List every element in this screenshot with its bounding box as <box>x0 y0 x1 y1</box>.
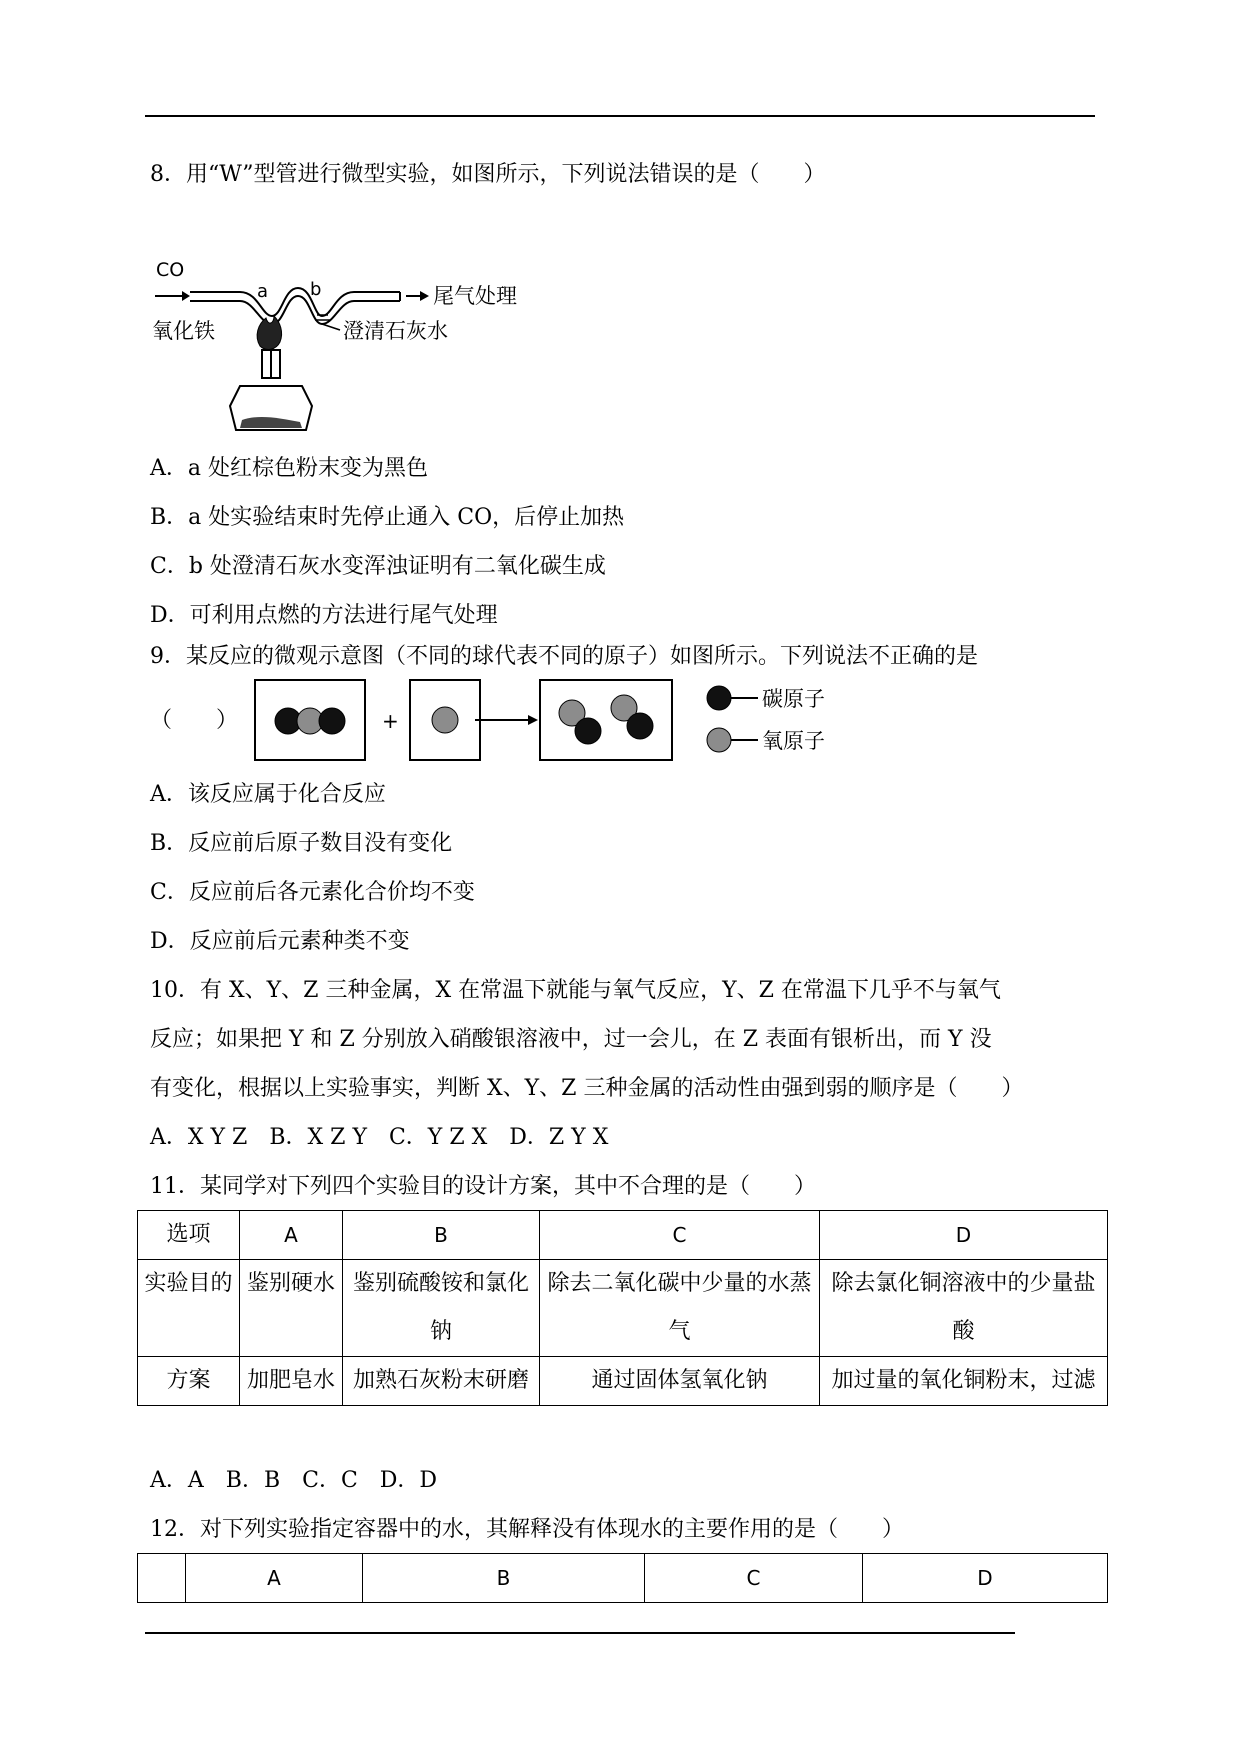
table-cell: B <box>363 1554 645 1603</box>
point-a-label: a <box>257 281 269 302</box>
table-cell: A <box>240 1211 343 1260</box>
q12-stem: 12．对下列实验指定容器中的水，其解释没有体现水的主要作用的是（ ） <box>150 1517 904 1542</box>
q10-options: A．X Y Z B．X Z Y C．Y Z X D．Z Y X <box>150 1125 609 1150</box>
q8-option-c: C．b 处澄清石灰水变浑浊证明有二氧化碳生成 <box>150 554 606 579</box>
point-b-label: b <box>310 279 322 300</box>
table-cell: C <box>645 1554 863 1603</box>
q8-option-b: B．a 处实验结束时先停止通入 CO，后停止加热 <box>150 505 625 530</box>
q10-stem-line-3: 有变化，根据以上实验事实，判断 X、Y、Z 三种金属的活动性由强到弱的顺序是（ ） <box>150 1076 1024 1101</box>
table-cell: 除去氯化铜溶液中的少量盐酸 <box>820 1260 1108 1357</box>
w-tube-apparatus-figure <box>150 258 540 433</box>
iron-oxide-label: 氧化铁 <box>152 319 215 343</box>
table-cell: 除去二氧化碳中少量的水蒸气 <box>540 1260 820 1357</box>
legend-carbon-label: 碳原子 <box>762 687 825 711</box>
co-label: CO <box>156 259 185 281</box>
q8-stem: 8．用“W”型管进行微型实验，如图所示，下列说法错误的是（ ） <box>150 162 826 187</box>
table-cell: A <box>186 1554 363 1603</box>
table-cell: 通过固体氢氧化钠 <box>540 1357 820 1406</box>
oxygen-atom <box>432 707 458 733</box>
q9-option-c: C．反应前后各元素化合价均不变 <box>150 880 475 905</box>
table-cell: 加熟石灰粉末研磨 <box>343 1357 540 1406</box>
carbon-atom <box>319 708 345 734</box>
table-cell: D <box>820 1211 1108 1260</box>
q11-table <box>137 1210 1108 1406</box>
q9-option-a: A．该反应属于化合反应 <box>150 782 386 807</box>
table-cell: 鉴别硬水 <box>240 1260 343 1357</box>
table-cell: D <box>863 1554 1108 1603</box>
reaction-micro-diagram <box>250 678 850 768</box>
table-cell: B <box>343 1211 540 1260</box>
tail-gas-label: 尾气处理 <box>433 284 517 308</box>
limewater-label: 澄清石灰水 <box>343 319 448 343</box>
legend-oxygen-atom <box>707 728 731 752</box>
legend-oxygen-label: 氧原子 <box>762 729 825 753</box>
table-row <box>138 1260 1108 1357</box>
table-cell: C <box>540 1211 820 1260</box>
q11-options: A．A B．B C．C D．D <box>150 1468 438 1493</box>
table-row <box>138 1554 1108 1603</box>
q12-table <box>137 1553 1108 1603</box>
q9-option-b: B．反应前后原子数目没有变化 <box>150 831 453 856</box>
table-cell: 鉴别硫酸铵和氯化钠 <box>343 1260 540 1357</box>
table-cell: 选项 <box>138 1211 240 1260</box>
table-cell: 加肥皂水 <box>240 1357 343 1406</box>
header-rule <box>145 115 1095 117</box>
q9-option-d: D．反应前后元素种类不变 <box>150 929 410 954</box>
q8-option-d: D．可利用点燃的方法进行尾气处理 <box>150 603 498 628</box>
plus-sign: + <box>382 709 399 733</box>
table-cell: 实验目的 <box>138 1260 240 1357</box>
table-row <box>138 1357 1108 1406</box>
table-cell <box>138 1554 186 1603</box>
q8-option-a: A．a 处红棕色粉末变为黑色 <box>150 456 428 481</box>
legend-carbon-atom <box>707 686 731 710</box>
table-cell: 方案 <box>138 1357 240 1406</box>
carbon-atom <box>575 718 601 744</box>
q11-stem: 11．某同学对下列四个实验目的设计方案，其中不合理的是（ ） <box>150 1174 816 1199</box>
q9-stem: 9．某反应的微观示意图（不同的球代表不同的原子）如图所示。下列说法不正确的是 <box>150 644 978 669</box>
q10-stem-line-1: 10．有 X、Y、Z 三种金属，X 在常温下就能与氧气反应，Y、Z 在常温下几乎不与氧气 <box>150 978 1001 1003</box>
footer-rule <box>145 1632 1015 1634</box>
table-row <box>138 1211 1108 1260</box>
q10-stem-line-2: 反应；如果把 Y 和 Z 分别放入硝酸银溶液中，过一会儿，在 Z 表面有银析出，而 Y 没 <box>150 1027 992 1052</box>
q9-paren: （ ） <box>150 708 239 733</box>
carbon-atom <box>627 713 653 739</box>
table-cell: 加过量的氧化铜粉末，过滤 <box>820 1357 1108 1406</box>
